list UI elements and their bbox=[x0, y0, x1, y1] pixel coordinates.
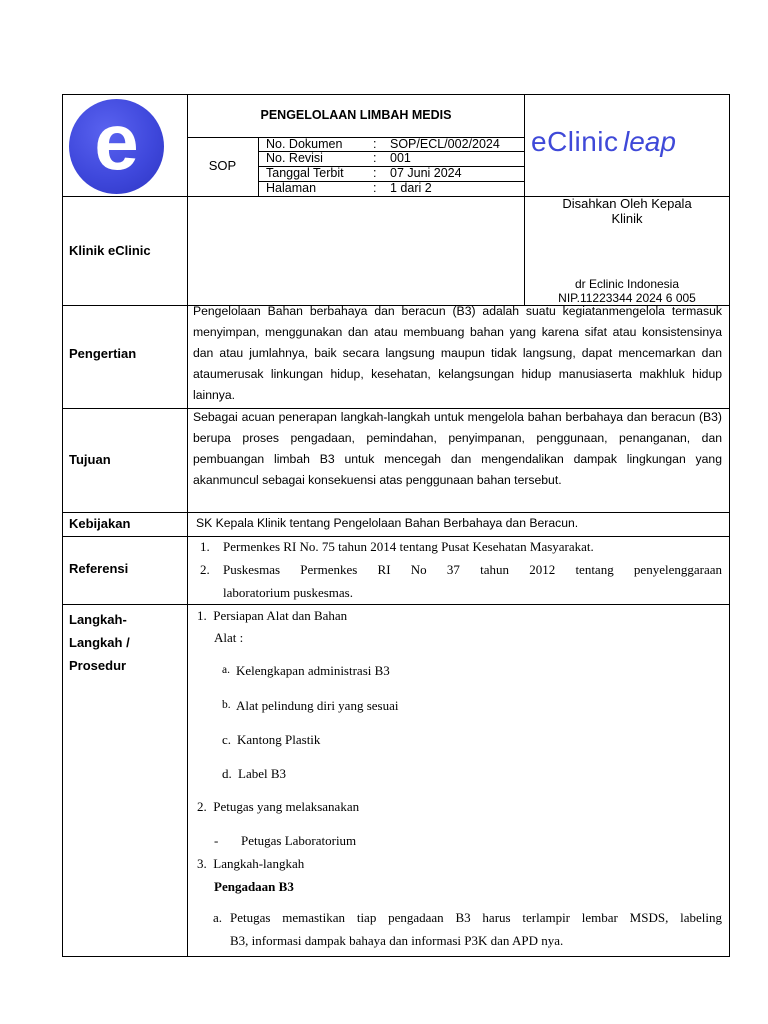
meta-sep: : bbox=[373, 151, 377, 165]
alat-item-a: Kelengkapan administrasi B3 bbox=[236, 663, 390, 678]
sop-divider bbox=[258, 137, 259, 197]
signer-nip: NIP.11223344 2024 6 005 bbox=[558, 291, 696, 305]
sop-label: SOP bbox=[208, 158, 237, 173]
meta-label-halaman: Halaman bbox=[266, 181, 317, 195]
meta-label-no-dokumen: No. Dokumen bbox=[266, 137, 343, 151]
pengadaan-heading: Pengadaan B3 bbox=[214, 879, 294, 894]
brand-main: eClinic bbox=[531, 126, 619, 157]
row-divider-kebijakan bbox=[62, 536, 730, 537]
brand-accent: leap bbox=[622, 126, 676, 157]
meta-value-tanggal-terbit: 07 Juni 2024 bbox=[390, 166, 462, 180]
pengadaan-letter-a: a. bbox=[213, 910, 223, 925]
meta-sep: : bbox=[373, 166, 377, 180]
alat-letter-d: d. bbox=[222, 766, 232, 781]
pengertian-label: Pengertian bbox=[69, 346, 137, 361]
signer-name: dr Eclinic Indonesia bbox=[574, 277, 680, 291]
table-border-left bbox=[62, 94, 63, 957]
meta-value-halaman: 1 dari 2 bbox=[390, 181, 432, 195]
document-title: PENGELOLAAN LIMBAH MEDIS bbox=[260, 108, 452, 122]
table-border-top bbox=[62, 94, 730, 95]
table-border-right bbox=[729, 94, 730, 957]
prosedur-label-line-1: Langkah- bbox=[69, 612, 127, 627]
meta-value-no-revisi: 001 bbox=[390, 151, 411, 165]
step-3: 3. Langkah-langkah bbox=[197, 856, 305, 871]
pengadaan-item-a: Petugas memastikan tiap pengadaan B3 harus terlampir lembar MSDS, labeling bbox=[230, 910, 722, 925]
approval-text bbox=[525, 196, 729, 226]
petugas-dash: - bbox=[214, 833, 219, 848]
meta-sep: : bbox=[373, 181, 377, 195]
alat-letter-c: c. bbox=[222, 732, 232, 747]
tujuan-label: Tujuan bbox=[69, 452, 111, 467]
logo-letter: e bbox=[94, 97, 139, 186]
referensi-item-2-cont: laboratorium puskesmas. bbox=[223, 585, 353, 600]
tujuan-text: Sebagai acuan penerapan langkah-langkah untuk mengelola bahan berbahaya dan beracun (B3) berupa proses pengadaan, pemindahan, penyimpanan, penggunaan, penanganan, dan pembuangan limbah B3 untuk mencegah dan mengendalikan dampak lingkungan yang akanmuncul sebagai konsekuensi atas penggunaan bahan tersebut. bbox=[193, 410, 722, 487]
step-2: 2. Petugas yang melaksanakan bbox=[197, 799, 360, 814]
label-column-divider bbox=[187, 94, 188, 957]
referensi-label: Referensi bbox=[69, 561, 129, 576]
referensi-num-2: 2. bbox=[200, 562, 210, 577]
kebijakan-label: Kebijakan bbox=[69, 516, 131, 531]
referensi-item-2: Puskesmas Permenkes RI No 37 tahun 2012 tentang penyelenggaraan bbox=[223, 562, 722, 577]
alat-letter-b: b. bbox=[222, 699, 231, 711]
alat-item-b: Alat pelindung diri yang sesuai bbox=[236, 698, 399, 713]
alat-item-d: Label B3 bbox=[238, 766, 287, 781]
pengertian-text: Pengelolaan Bahan berbahaya dan beracun (B3) adalah suatu kegiatanmengelola termasuk menyimpan, menggunakan dan atau membuang bahan yang karena sifat atau konsistensinya dan atau jumlahnya, baik secara langsung maupun tidak langsung, dapat mencemarkan dan ataumerusak linkungan hidup, kesehatan, kelangsungan hidup manusiaserta makhluk hidup lainnya. bbox=[193, 304, 722, 402]
approval-line-1: Disahkan Oleh Kepala bbox=[562, 196, 692, 211]
meta-sep: : bbox=[373, 137, 377, 151]
kebijakan-text: SK Kepala Klinik tentang Pengelolaan Bahan Berbahaya dan Beracun. bbox=[196, 516, 579, 530]
referensi-num-1: 1. bbox=[200, 539, 210, 554]
brand-wordmark bbox=[531, 126, 676, 158]
prosedur-label bbox=[69, 608, 130, 677]
pengadaan-item-a-cont: B3, informasi dampak bahaya dan informasi P3K dan APD nya. bbox=[230, 933, 564, 948]
prosedur-label-line-2: Langkah / bbox=[69, 635, 130, 650]
table-border-bottom bbox=[62, 956, 730, 957]
approval-line-2: Klinik bbox=[611, 211, 643, 226]
alat-item-c: Kantong Plastik bbox=[237, 732, 321, 747]
meta-label-no-revisi: No. Revisi bbox=[266, 151, 323, 165]
prosedur-label-line-3: Prosedur bbox=[69, 658, 127, 673]
logo bbox=[69, 99, 164, 194]
clinic-name: Klinik eClinic bbox=[69, 243, 151, 258]
meta-label-tanggal-terbit: Tanggal Terbit bbox=[266, 166, 344, 180]
alat-heading: Alat : bbox=[214, 630, 244, 645]
row-divider-referensi bbox=[62, 604, 730, 605]
petugas-item: Petugas Laboratorium bbox=[241, 833, 357, 848]
step-1: 1. Persiapan Alat dan Bahan bbox=[197, 608, 348, 623]
alat-letter-a: a. bbox=[222, 664, 230, 676]
row-divider-tujuan bbox=[62, 512, 730, 513]
meta-value-no-dokumen: SOP/ECL/002/2024 bbox=[390, 137, 500, 151]
referensi-item-1: Permenkes RI No. 75 tahun 2014 tentang Pusat Kesehatan Masyarakat. bbox=[223, 539, 594, 554]
